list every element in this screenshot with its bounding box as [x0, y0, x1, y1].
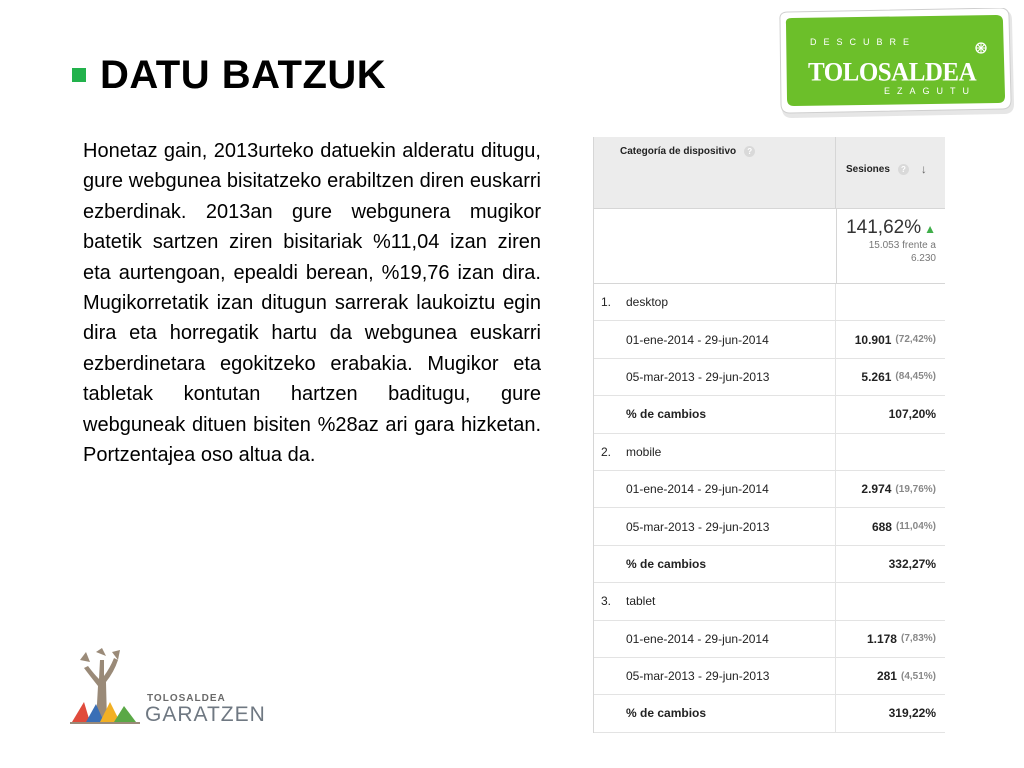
descubre-tolosaldea-logo: [776, 8, 1016, 120]
date-range-label: 05-mar-2013 - 29-jun-2013: [594, 658, 836, 694]
row-number: 3.: [601, 594, 612, 609]
sessions-value: 1.178: [866, 631, 897, 646]
device-name: mobile: [626, 444, 662, 459]
table-row-change: [594, 396, 945, 433]
header-label: Categoría de dispositivo: [620, 146, 737, 157]
header-label: Sesiones: [846, 164, 890, 175]
table-header: [594, 137, 945, 209]
slide-title: DATU BATZUK: [100, 53, 387, 97]
table-row-change: [594, 695, 945, 732]
date-range-label: 05-mar-2013 - 29-jun-2013: [594, 359, 836, 395]
analytics-table: [593, 137, 945, 733]
title-bullet: [72, 68, 86, 82]
sessions-share: (4,51%): [900, 670, 936, 682]
sessions-value: 2.974: [861, 482, 892, 497]
date-range-label: 01-ene-2014 - 29-jun-2014: [594, 321, 836, 357]
date-range-label: 05-mar-2013 - 29-jun-2013: [594, 508, 836, 544]
svg-text:EZAGUTU: EZAGUTU: [884, 86, 977, 96]
sessions-share: (84,45%): [895, 371, 936, 383]
help-icon[interactable]: ?: [744, 146, 755, 157]
slide-body-text: Honetaz gain, 2013urteko datuekin alderatu ditugu, gure webgunea bisitatzeko erabiltzen diren euskarri ezberdinak. 2013an gure webgunera mugikor batetik sartzen ziren bisitariak %11,04 izan ziren eta aurtengoan, epealdi berean, %19,76 izan dira. Mugikorretatik izan ditugun sarrerak laukoiztu egin dira eta horregatik hartu da webgunea euskarri ezberdinetara egokitzeko erabakia. Mugikor eta tabletak kontutan hartzen baditugu, gure webguneak dituen bisiten %28az ari gara hizketan. Portzentajea oso altua da.: [83, 140, 541, 467]
sessions-value: 688: [871, 519, 892, 534]
svg-text:DESCUBRE: DESCUBRE: [810, 37, 917, 47]
table-row: [594, 359, 945, 396]
sessions-share: (7,83%): [900, 633, 936, 645]
sessions-value: 10.901: [854, 332, 892, 347]
change-value: 319,22%: [888, 706, 936, 721]
up-arrow-icon: ▲: [924, 222, 936, 236]
change-label: % de cambios: [594, 695, 836, 731]
total-comparison-note: 15.053 frente a 6.230: [868, 240, 936, 264]
sessions-share: (11,04%): [895, 521, 936, 533]
slide-title-block: [72, 52, 386, 98]
table-row: [594, 471, 945, 508]
change-value: 107,20%: [888, 407, 936, 422]
sessions-value: 281: [876, 669, 897, 684]
table-row-group-desktop[interactable]: [594, 284, 945, 321]
svg-text:TOLOSALDEA: TOLOSALDEA: [808, 56, 977, 87]
sessions-share: (19,76%): [895, 483, 936, 495]
total-change-percent: 141,62%: [846, 217, 922, 238]
table-row: [594, 658, 945, 695]
table-row: [594, 321, 945, 358]
row-number: 2.: [601, 444, 612, 459]
totals-row: [594, 209, 945, 284]
table-row-group-tablet[interactable]: [594, 583, 945, 620]
row-number: 1.: [601, 295, 612, 310]
help-icon[interactable]: ?: [898, 164, 909, 175]
device-name: desktop: [626, 295, 669, 310]
sessions-value: 5.261: [861, 369, 892, 384]
header-sessions[interactable]: [836, 137, 945, 208]
table-row: [594, 621, 945, 658]
sessions-share: (72,42%): [895, 334, 936, 346]
logo-bottom-small: TOLOSALDEA: [147, 693, 226, 704]
date-range-label: 01-ene-2014 - 29-jun-2014: [594, 471, 836, 507]
change-value: 332,27%: [888, 556, 936, 571]
date-range-label: 01-ene-2014 - 29-jun-2014: [594, 621, 836, 657]
sort-descending-icon[interactable]: ↓: [920, 162, 927, 176]
device-name: tablet: [626, 594, 656, 609]
change-label: % de cambios: [594, 546, 836, 582]
table-row: [594, 508, 945, 545]
logo-bottom-large: GARATZEN: [145, 703, 266, 726]
table-row-change: [594, 546, 945, 583]
header-device-category[interactable]: [594, 137, 836, 208]
change-label: % de cambios: [594, 396, 836, 432]
table-row-group-mobile[interactable]: [594, 434, 945, 471]
